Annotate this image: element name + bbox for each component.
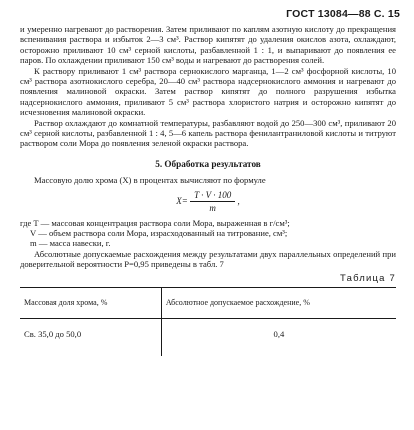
formula-legend	[20, 218, 396, 249]
section-closing: Абсолютные допускаемые расхождения между результатами двух параллельных определений при доверительной вероятности P=0,95 приведены в табл. 7	[20, 248, 396, 270]
section-title: 5. Обработка результатов	[155, 158, 261, 169]
table-title: Таблица 7	[340, 272, 396, 284]
formula-fraction	[190, 190, 235, 214]
table-header-mass-fraction: Массовая доля хрома, %	[20, 287, 161, 318]
section-intro: Массовую долю хрома (X) в процентах вычисляют по формуле	[34, 175, 266, 186]
legend-m: m — масса навески, г.	[30, 238, 111, 249]
formula-lhs: X=	[176, 195, 188, 206]
formula-denominator: m	[209, 203, 216, 214]
legend-v: V — объем раствора соли Мора, израсходованный на титрование, см³;	[30, 227, 288, 238]
table-header-row	[20, 287, 396, 318]
table-row	[20, 319, 396, 356]
formula	[20, 190, 396, 214]
legend-t: где T — массовая концентрация раствора соли Мора, выраженная в г/см³;	[20, 217, 290, 228]
formula-tail: ,	[237, 195, 240, 206]
paragraph-1: и умеренно нагревают до растворения. Затем приливают по каплям азотную кислоту до прекращения вспенивания раствора и избыток 2—3 см³. Раствор кипятят до удаления окислов азота, охлаждают, осторожно приливают 10 см³ серной кислоты, разбавленной 1 : 1, и выпаривают до появления ее паров. По охлаждении приливают 150 см³ воды и нагревают до растворения солей.	[20, 24, 396, 66]
tolerance-table	[20, 287, 396, 356]
table-cell-value: 0,4	[273, 329, 285, 340]
paragraph-2: К раствору приливают 1 см³ раствора сернокислого марганца, 1—2 см³ фосфорной кислоты, 10 см³ раствора азотнокислого серебра, 20—40 см³ раствора надсернокислого аммония и нагревают до появления малиновой окраски. Затем раствор кипятят до полного разрушения избытка надсернокислого аммония, приливают 5 см³ раствора хлористого натрия и осторожно кипятят до исчезновения малиновой окраски.	[20, 65, 396, 118]
page-header: ГОСТ 13084—88 С. 15	[286, 8, 400, 20]
formula-numerator: T · V · 100	[190, 190, 235, 202]
paragraph-3: Раствор охлаждают до комнатной температуры, разбавляют водой до 250—300 см³, приливают 20 см³ серной кислоты, разбавленной 1 : 4, 5—6 капель раствора фенилантраниловой кислоты и титруют раствором соли Мора до появления зеленой окраски раствора.	[20, 117, 396, 149]
document-body	[20, 24, 396, 356]
table-header-tolerance: Абсолютное допускаемое расхождение, %	[161, 287, 396, 318]
table-cell-range: Св. 35,0 до 50,0	[20, 319, 161, 356]
